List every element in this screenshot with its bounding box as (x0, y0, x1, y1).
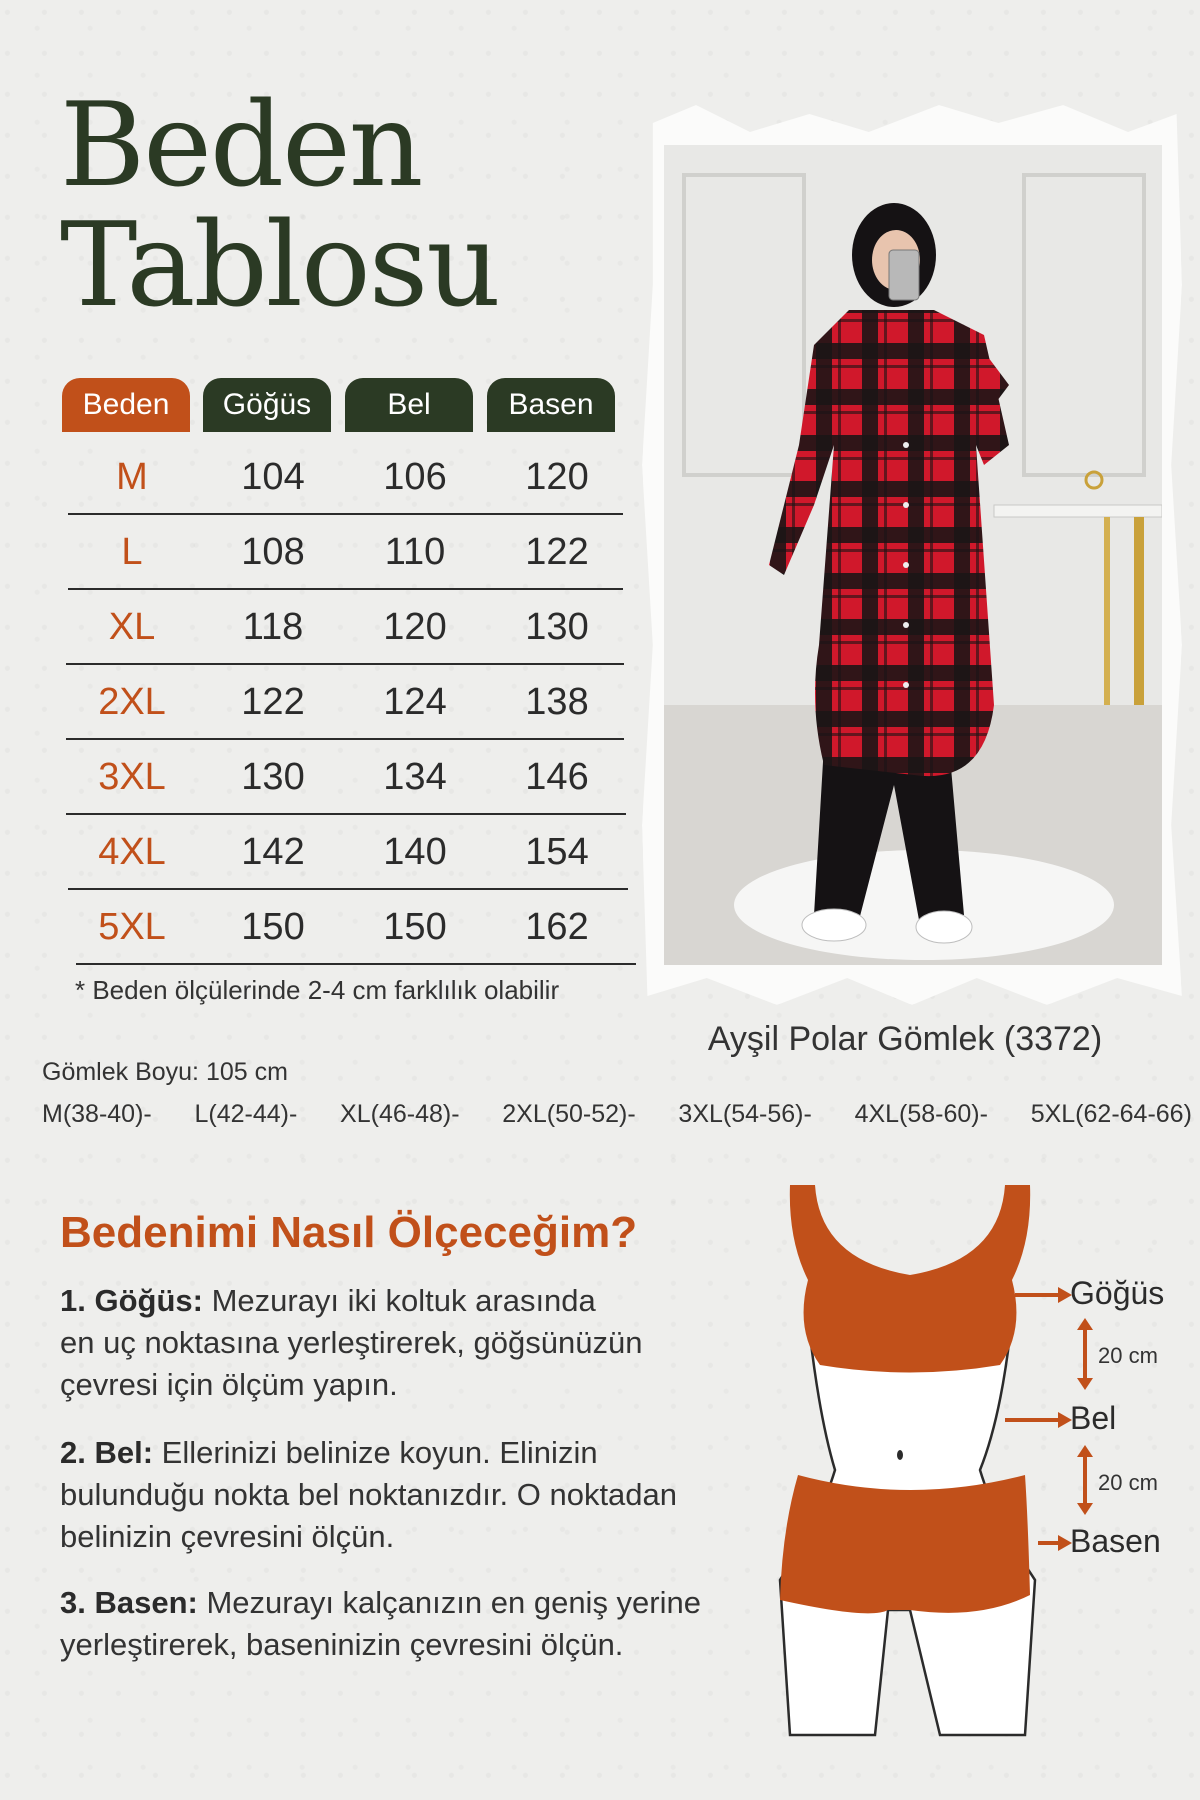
size-equivalence-item: 3XL(54-56)- (678, 1100, 812, 1128)
product-caption: Ayşil Polar Gömlek (3372) (707, 1020, 1103, 1058)
basen-cell: 120 (525, 456, 589, 498)
table-row (60, 890, 630, 965)
gogus-cell: 142 (241, 831, 305, 873)
chest-arrow-icon (1015, 1287, 1072, 1303)
size-cell: L (121, 531, 143, 573)
howto-waist-text: belinizin çevresini ölçün. (60, 1519, 395, 1554)
bel-cell: 134 (383, 756, 447, 798)
howto-chest-text: en uç noktasına yerleştirerek, göğsünüzün (60, 1325, 643, 1360)
size-cell: 3XL (98, 756, 166, 798)
bel-cell: 120 (383, 606, 447, 648)
howto-hip (60, 1582, 760, 1666)
basen-cell: 162 (525, 906, 589, 948)
howto-waist (60, 1432, 760, 1558)
row-divider (76, 963, 636, 965)
size-equivalence-list (42, 1100, 1192, 1129)
gap-arrow-icon (1077, 1445, 1093, 1515)
basen-cell: 146 (525, 756, 589, 798)
howto-chest-text: Mezurayı iki koltuk arasında (202, 1283, 596, 1318)
diagram-gap-waist-hip: 20 cm (1098, 1470, 1158, 1495)
howto-chest-label: 1. Göğüs: (60, 1283, 203, 1318)
bel-cell: 140 (383, 831, 447, 873)
basen-cell: 154 (525, 831, 589, 873)
table-row (60, 815, 630, 890)
diagram-label-hip: Basen (1070, 1523, 1161, 1559)
bel-cell: 110 (384, 531, 446, 573)
header-bel: Bel (345, 378, 473, 432)
table-row (60, 590, 630, 665)
gogus-cell: 104 (241, 456, 305, 498)
howto-hip-label: 3. Basen: (60, 1585, 198, 1620)
table-row (60, 515, 630, 590)
gogus-cell: 122 (241, 681, 305, 723)
howto-hip-text: yerleştirerek, baseninizin çevresini ölçün. (60, 1627, 624, 1662)
bel-cell: 150 (383, 906, 447, 948)
gogus-cell: 130 (241, 756, 305, 798)
header-basen: Basen (487, 378, 615, 432)
howto-waist-label: 2. Bel: (60, 1435, 154, 1470)
diagram-gap-chest-waist: 20 cm (1098, 1343, 1158, 1368)
basen-cell: 138 (525, 681, 589, 723)
header-beden: Beden (62, 378, 190, 432)
howto-title: Bedenimi Nasıl Ölçeceğim? (60, 1208, 638, 1257)
product-photo (664, 145, 1162, 965)
bel-cell: 106 (383, 456, 447, 498)
diagram-label-waist: Bel (1070, 1400, 1117, 1436)
size-equivalence-item: L(42-44)- (194, 1100, 298, 1128)
size-equivalence-item: 2XL(50-52)- (502, 1100, 636, 1128)
howto-chest (60, 1280, 760, 1406)
waist-arrow-icon (1005, 1412, 1072, 1428)
body-measurement-diagram (760, 1180, 1200, 1760)
gogus-cell: 118 (242, 606, 304, 648)
howto-waist-text: bulunduğu nokta bel noktanızdır. O noktadan (60, 1477, 678, 1512)
gap-arrow-icon (1077, 1318, 1093, 1390)
hip-arrow-icon (1038, 1535, 1072, 1551)
gogus-cell: 108 (241, 531, 305, 573)
gogus-cell: 150 (241, 906, 305, 948)
table-row (60, 440, 630, 515)
size-cell: 5XL (98, 906, 166, 948)
shorts-shape (780, 1475, 1030, 1613)
page-title-line2: Tablosu (60, 198, 499, 333)
size-cell: XL (108, 606, 156, 648)
bra-top-shape (790, 1185, 1030, 1373)
basen-cell: 130 (525, 606, 589, 648)
product-photo-frame (642, 105, 1182, 1005)
size-equivalence-item: M(38-40)- (42, 1100, 152, 1128)
diagram-label-chest: Göğüs (1070, 1275, 1165, 1311)
page-title-line1: Beden (60, 78, 422, 213)
table-row (60, 665, 630, 740)
navel-dot (897, 1450, 903, 1460)
size-equivalence-item: 4XL(58-60)- (854, 1100, 988, 1128)
size-tolerance-note: * Beden ölçülerinde 2-4 cm farklılık olabilir (75, 975, 560, 1005)
howto-chest-text: çevresi için ölçüm yapın. (60, 1367, 398, 1402)
howto-hip-text: Mezurayı kalçanızın en geniş yerine (197, 1585, 701, 1620)
bel-cell: 124 (383, 681, 447, 723)
size-equivalence-item: XL(46-48)- (340, 1100, 460, 1128)
header-gogus: Göğüs (203, 378, 331, 432)
basen-cell: 122 (525, 531, 589, 573)
howto-waist-text: Ellerinizi belinize koyun. Elinizin (153, 1435, 598, 1470)
size-cell: 2XL (98, 681, 166, 723)
size-equivalence-item: 5XL(62-64-66) (1030, 1100, 1192, 1128)
size-cell: 4XL (98, 831, 166, 873)
shirt-length: Gömlek Boyu: 105 cm (42, 1058, 288, 1086)
size-cell: M (116, 456, 148, 498)
table-row (60, 740, 630, 815)
